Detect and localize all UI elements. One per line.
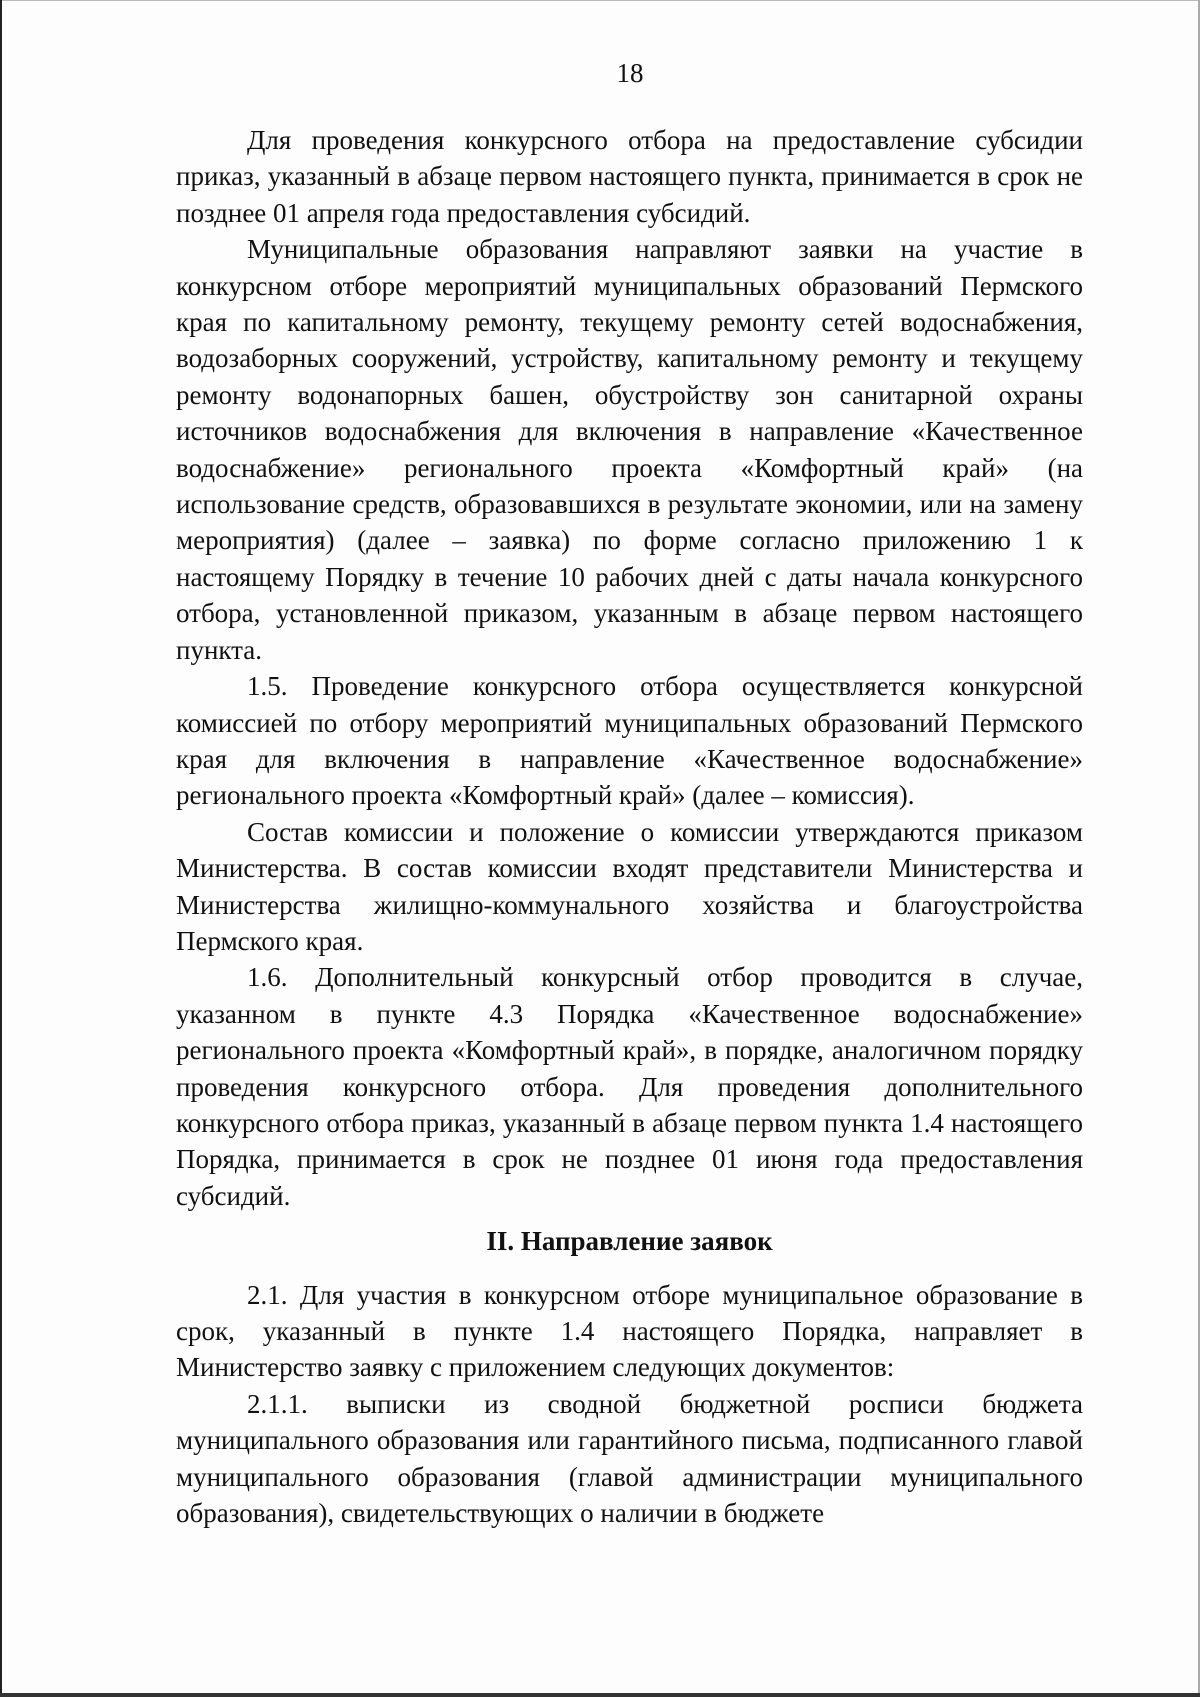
document-body xyxy=(176,122,1083,1531)
paragraph-applications: Муниципальные образования направляют заявки на участие в конкурсном отборе мероприятий муниципальных образований Пермского края по капитальному ремонту, текущему ремонту сетей водоснабжения, водозаборных сооружений, устройству, капитальному ремонту и текущему ремонту водонапорных башен, обустройству зон санитарной охраны источников водоснабжения для включения в направление «Качественное водоснабжение» регионального проекта «Комфортный край» (на использование средств, образовавшихся в результате экономии, или на замену мероприятия) (далее – заявка) по форме согласно приложению 1 к настоящему Порядку в течение 10 рабочих дней с даты начала конкурсного отбора, установленной приказом, указанным в абзаце первом настоящего пункта. xyxy=(176,234,1083,665)
paragraph-1-5: 1.5. Проведение конкурсного отбора осуществляется конкурсной комиссией по отбору мероприятий муниципальных образований Пермского края для включения в направление «Качественное водоснабжение» регионального проекта «Комфортный край» (далее – комиссия). xyxy=(176,671,1083,811)
paragraph-1-6: 1.6. Дополнительный конкурсный отбор проводится в случае, указанном в пункте 4.3 Порядка «Качественное водоснабжение» регионального проекта «Комфортный край», в порядке, аналогичном порядку проведения конкурсного отбора. Для проведения дополнительного конкурсного отбора приказ, указанный в абзаце первом пункта 1.4 настоящего Порядка, принимается в срок не позднее 01 июня года предоставления субсидий. xyxy=(176,962,1083,1211)
scan-edge-top xyxy=(0,0,1200,1)
scan-edge-bottom xyxy=(0,1693,1200,1697)
paragraph-2-1-1: 2.1.1. выписки из сводной бюджетной росписи бюджета муниципального образования или гарантийного письма, подписанного главой муниципального образования (главой администрации муниципального образования), свидетельствующих о наличии в бюджете xyxy=(176,1388,1083,1529)
page-number: 18 xyxy=(616,58,644,88)
section-heading: II. Направление заявок xyxy=(486,1226,773,1257)
scan-edge-left xyxy=(0,0,2,1697)
paragraph-1-4-deadline: Для проведения конкурсного отбора на предоставление субсидии приказ, указанный в абзаце первом настоящего пункта, принимается в срок не позднее 01 апреля года предоставления субсидий. xyxy=(176,125,1083,228)
paragraph-2-1: 2.1. Для участия в конкурсном отборе муниципальное образование в срок, указанный в пункте 1.4 настоящего Порядка, направляет в Министерство заявку с приложением следующих документов: xyxy=(176,1279,1083,1383)
paragraph-commission-composition: Состав комиссии и положение о комиссии утверждаются приказом Министерства. В состав комиссии входят представители Министерства и Министерства жилищно-коммунального хозяйства и благоустройства Пермского края. xyxy=(176,816,1083,956)
